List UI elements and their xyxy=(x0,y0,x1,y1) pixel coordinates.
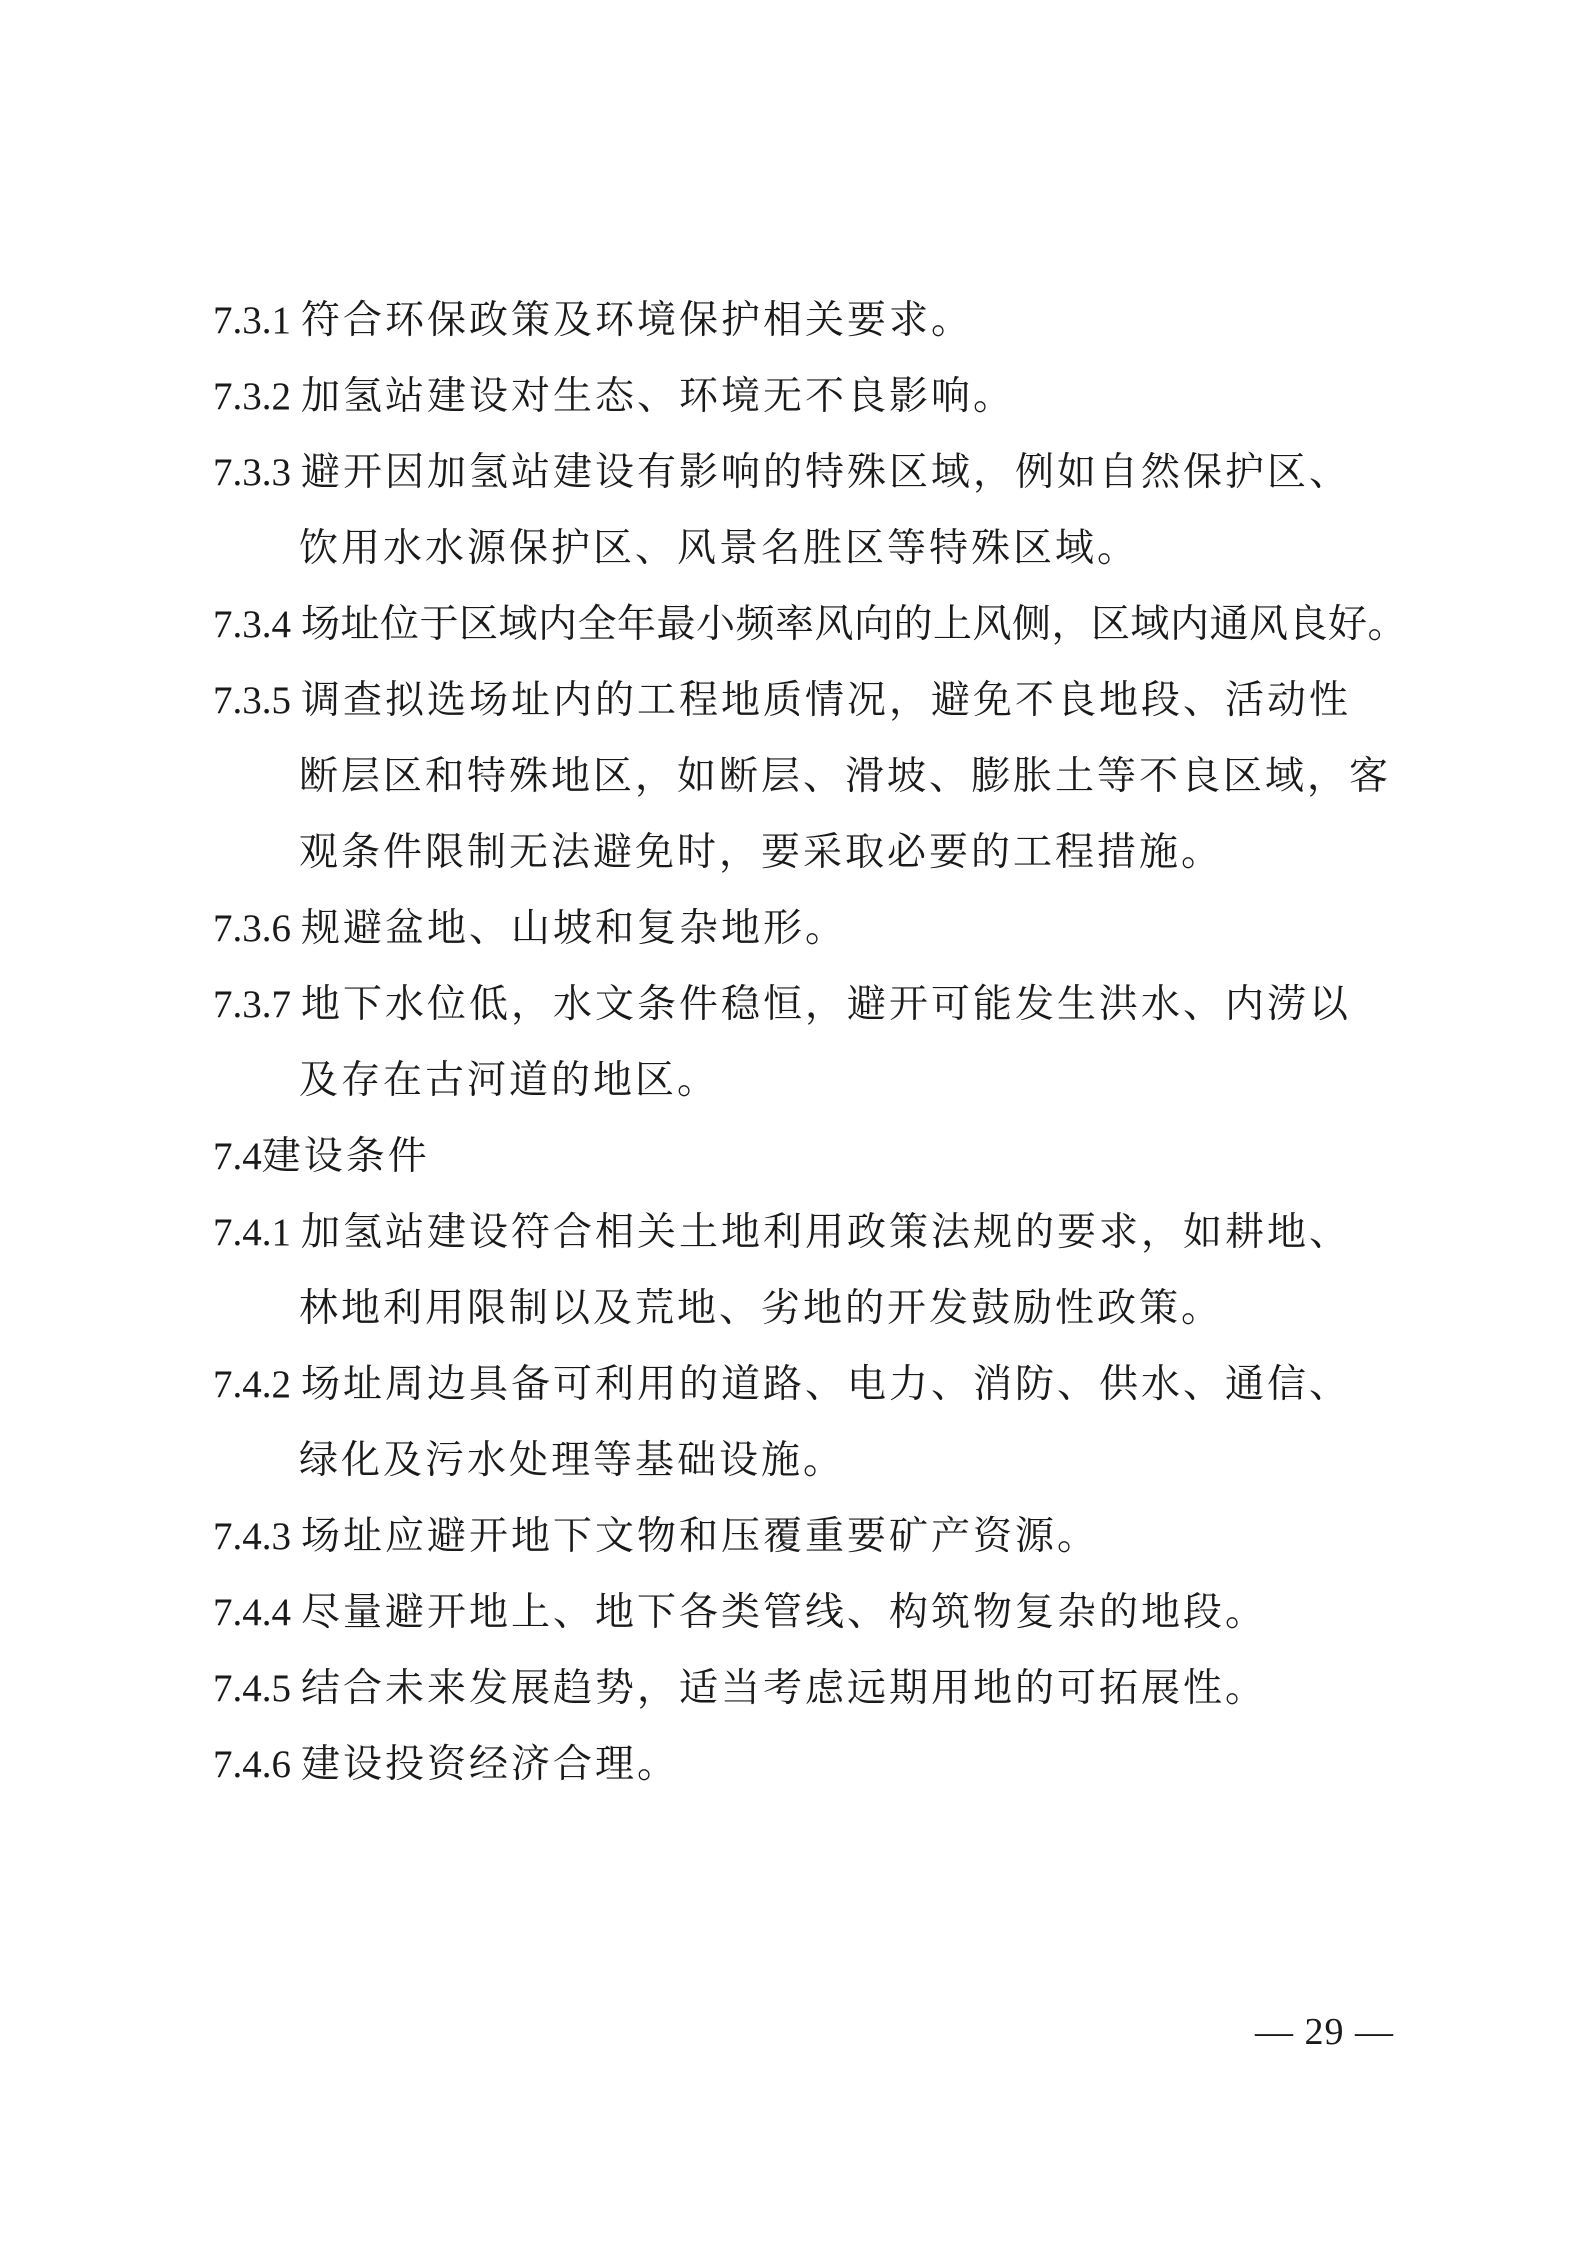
clause-number: 7.4.5 xyxy=(213,1667,291,1710)
clause-7-3-7 xyxy=(213,967,1413,1119)
clause-7-3-5 xyxy=(213,663,1413,891)
section-heading-7-4 xyxy=(213,1119,1413,1195)
clause-number: 7.3.6 xyxy=(213,907,291,950)
clause-7-3-6 xyxy=(213,891,1413,967)
clause-number: 7.3.7 xyxy=(213,983,291,1026)
clause-number: 7.4.1 xyxy=(213,1211,291,1254)
clause-text-continued-2: 观条件限制无法避免时，要采取必要的工程措施。 xyxy=(299,830,1224,875)
clause-text-continued: 林地利用限制以及荒地、劣地的开发鼓励性政策。 xyxy=(299,1286,1224,1331)
clause-number: 7.4.2 xyxy=(213,1363,291,1406)
clause-7-3-1 xyxy=(213,283,1413,359)
clause-text: 避开因加氢站建设有影响的特殊区域，例如自然保护区、 xyxy=(301,450,1352,495)
clause-7-4-4 xyxy=(213,1575,1413,1651)
clause-number: 7.4.4 xyxy=(213,1591,291,1634)
clause-text: 场址周边具备可利用的道路、电力、消防、供水、通信、 xyxy=(301,1362,1352,1407)
clause-text: 场址位于区域内全年最小频率风向的上风侧，区域内通风良好。 xyxy=(301,602,1408,647)
clause-text: 场址应避开地下文物和压覆重要矿产资源。 xyxy=(301,1514,1100,1559)
clause-number: 7.3.5 xyxy=(213,679,291,722)
clause-text: 规避盆地、山坡和复杂地形。 xyxy=(301,906,848,951)
clause-text: 地下水位低，水文条件稳恒，避开可能发生洪水、内涝以 xyxy=(301,982,1352,1027)
clause-number: 7.3.3 xyxy=(213,451,291,494)
clause-text-continued: 及存在古河道的地区。 xyxy=(299,1058,720,1103)
clause-7-4-5 xyxy=(213,1651,1413,1727)
clause-7-3-2 xyxy=(213,359,1413,435)
clause-text: 加氢站建设对生态、环境无不良影响。 xyxy=(301,374,1016,419)
clause-text-continued: 饮用水水源保护区、风景名胜区等特殊区域。 xyxy=(299,526,1140,571)
page-number: — 29 — xyxy=(1255,2011,1394,2053)
clause-text: 尽量避开地上、地下各类管线、构筑物复杂的地段。 xyxy=(301,1590,1268,1635)
clause-number: 7.4.6 xyxy=(213,1743,291,1786)
clause-7-4-3 xyxy=(213,1499,1413,1575)
clause-text: 结合未来发展趋势，适当考虑远期用地的可拓展性。 xyxy=(301,1666,1268,1711)
clause-7-4-6 xyxy=(213,1727,1413,1803)
clause-text: 符合环保政策及环境保护相关要求。 xyxy=(301,298,974,343)
clause-7-3-4 xyxy=(213,587,1413,663)
document-body xyxy=(213,283,1413,1803)
clause-7-4-1 xyxy=(213,1195,1413,1347)
clause-7-3-3 xyxy=(213,435,1413,587)
clause-text-continued: 绿化及污水处理等基础设施。 xyxy=(299,1438,846,1483)
clause-text: 加氢站建设符合相关土地利用政策法规的要求，如耕地、 xyxy=(301,1210,1352,1255)
clause-text: 建设投资经济合理。 xyxy=(301,1742,680,1787)
clause-text: 调查拟选场址内的工程地质情况，避免不良地段、活动性 xyxy=(301,678,1352,723)
clause-number: 7.3.2 xyxy=(213,375,291,418)
clause-number: 7.4.3 xyxy=(213,1515,291,1558)
section-title: 建设条件 xyxy=(261,1134,430,1179)
clause-number: 7.3.1 xyxy=(213,299,291,342)
clause-7-4-2 xyxy=(213,1347,1413,1499)
clause-text-continued: 断层区和特殊地区，如断层、滑坡、膨胀土等不良区域，客 xyxy=(299,754,1392,799)
clause-number: 7.3.4 xyxy=(213,603,291,646)
section-number: 7.4 xyxy=(213,1135,262,1178)
